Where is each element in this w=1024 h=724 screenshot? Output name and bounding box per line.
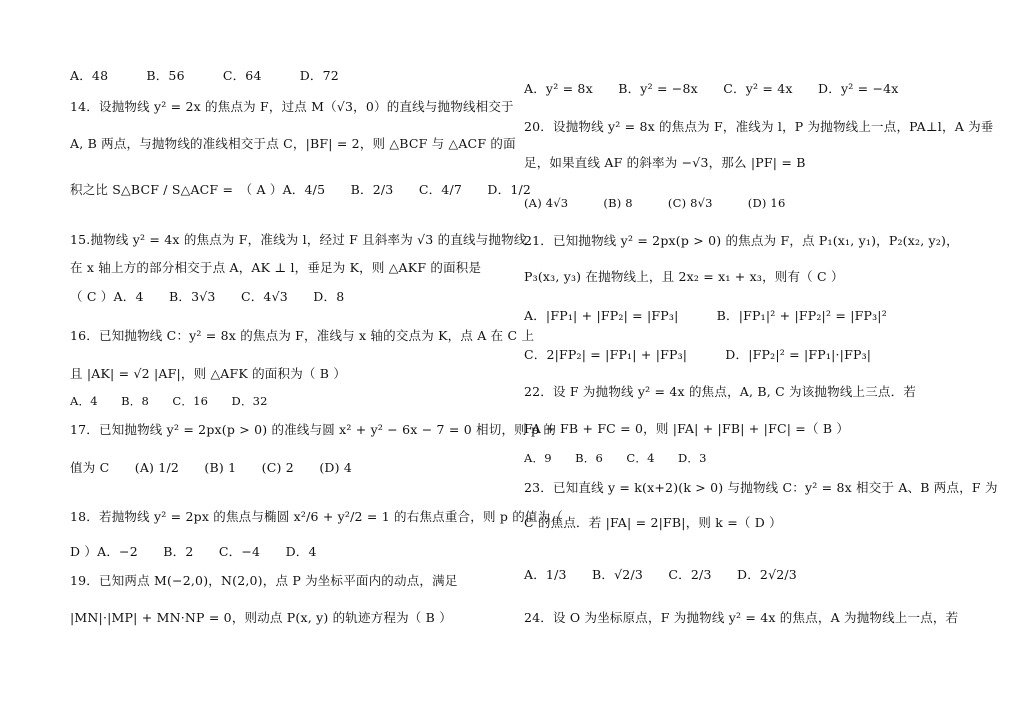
q17-options: 值为 C (A) 1/2 (B) 1 (C) 2 (D) 4 xyxy=(70,460,353,475)
q21-options-cd: C．2|FP₂| = |FP₁| + |FP₃| D．|FP₂|² = |FP₁|·|FP₃| xyxy=(524,347,872,362)
q14-line-1: 14．设抛物线 y² = 2x 的焦点为 F，过点 M（√3，0）的直线与抛物线相交于 xyxy=(70,99,514,114)
q18-options: D ）A．−2 B．2 C．−4 D．4 xyxy=(70,544,317,559)
q16-line-2: 且 |AK| = √2 |AF|，则 △AFK 的面积为（ B ） xyxy=(70,366,347,381)
q21-line-1: 21．已知抛物线 y² = 2px(p > 0) 的焦点为 F，点 P₁(x₁, y₁)，P₂(x₂, y₂)， xyxy=(524,233,959,248)
q22-options: A．9 B．6 C．4 D．3 xyxy=(524,451,707,465)
q20-line-2: 足，如果直线 AF 的斜率为 −√3，那么 |PF| = B xyxy=(524,155,806,170)
q15-options: （ C ）A．4 B．3√3 C．4√3 D．8 xyxy=(70,289,345,304)
q21-options-ab: A．|FP₁| + |FP₂| = |FP₃| B．|FP₁|² + |FP₂|² = |FP₃|² xyxy=(524,308,887,323)
q15-line-1: 15.抛物线 y² = 4x 的焦点为 F，准线为 l，经过 F 且斜率为 √3 的直线与抛物线 xyxy=(70,232,527,247)
q18-line-1: 18．若抛物线 y² = 2px 的焦点与椭圆 x²/6 + y²/2 = 1 的右焦点重合，则 p 的值为（ xyxy=(70,509,564,524)
q14-line-3: 积之比 S△BCF / S△ACF = （ A ）A．4/5 B．2/3 C．4/7 D．1/2 xyxy=(70,182,532,197)
q19-options: A．y² = 8x B．y² = −8x C．y² = 4x D．y² = −4x xyxy=(524,81,899,96)
q19-line-1: 19．已知两点 M(−2,0)，N(2,0)，点 P 为坐标平面内的动点，满足 xyxy=(70,573,458,588)
q16-line-1: 16．已知抛物线 C：y² = 8x 的焦点为 F，准线与 x 轴的交点为 K，点 A 在 C 上 xyxy=(70,328,535,343)
q23-line-2: C 的焦点．若 |FA| = 2|FB|，则 k =（ D ） xyxy=(524,515,782,530)
q21-line-2: P₃(x₃, y₃) 在抛物线上，且 2x₂ = x₁ + x₃，则有（ C ） xyxy=(524,269,844,284)
q23-options: A．1/3 B．√2/3 C．2/3 D．2√2/3 xyxy=(524,567,797,582)
q23-line-1: 23．已知直线 y = k(x+2)(k > 0) 与抛物线 C：y² = 8x 相交于 A、B 两点，F 为 xyxy=(524,480,998,495)
q20-line-1: 20．设抛物线 y² = 8x 的焦点为 F，准线为 l，P 为抛物线上一点，PA⊥l，A 为垂 xyxy=(524,119,994,134)
q24-line-1: 24．设 O 为坐标原点，F 为抛物线 y² = 4x 的焦点，A 为抛物线上一点，若 xyxy=(524,610,959,625)
q15-line-2: 在 x 轴上方的部分相交于点 A，AK ⊥ l，垂足为 K，则 △AKF 的面积是 xyxy=(70,260,482,275)
q16-options: A．4 B．8 C．16 D．32 xyxy=(70,394,268,408)
q19-line-2: |MN|·|MP| + MN·NP = 0，则动点 P(x, y) 的轨迹方程为（ B ） xyxy=(70,610,452,625)
q22-line-2: FA + FB + FC = 0，则 |FA| + |FB| + |FC| =（ B ） xyxy=(524,421,850,436)
q22-line-1: 22．设 F 为抛物线 y² = 4x 的焦点，A, B, C 为该抛物线上三点．若 xyxy=(524,384,917,399)
q17-line-1: 17．已知抛物线 y² = 2px(p > 0) 的准线与圆 x² + y² − 6x − 7 = 0 相切，则 p 的 xyxy=(70,422,557,437)
q14-line-2: A, B 两点，与抛物线的准线相交于点 C，|BF| = 2，则 △BCF 与 △ACF 的面 xyxy=(70,136,516,151)
q20-options: (A) 4√3 (B) 8 (C) 8√3 (D) 16 xyxy=(524,196,786,210)
q13-options: A．48 B．56 C．64 D．72 xyxy=(70,68,339,83)
